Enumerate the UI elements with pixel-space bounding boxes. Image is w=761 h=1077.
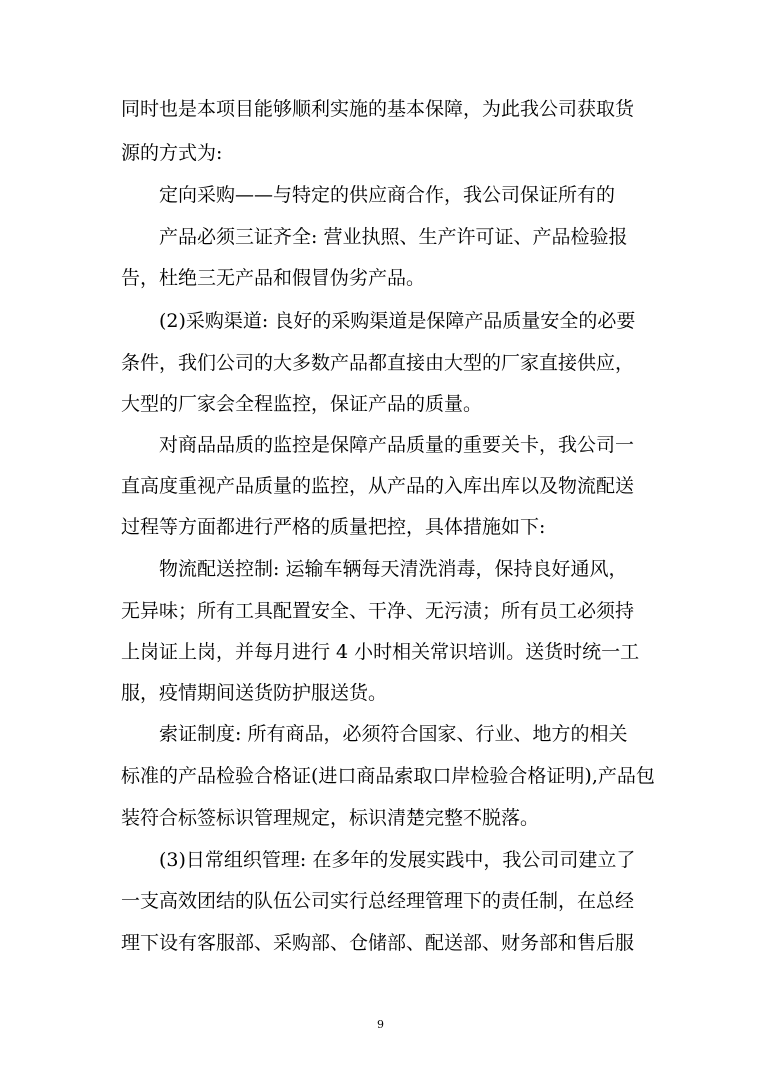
text-line-21: 理下设有客服部、采购部、仓储部、配送部、财务部和售后服 xyxy=(121,932,635,954)
text-line-6: (2)采购渠道: 良好的采购渠道是保障产品质量安全的必要 xyxy=(159,310,636,332)
text-line-19: (3)日常组织管理: 在多年的发展实践中，我公司司建立了 xyxy=(159,849,636,871)
text-line-17: 标准的产品检验合格证(进口商品索取口岸检验合格证明),产品包 xyxy=(121,765,655,787)
text-line-11: 过程等方面都进行严格的质量把控，具体措施如下: xyxy=(121,516,546,538)
page-number: 9 xyxy=(377,1018,384,1031)
text-line-1: 同时也是本项目能够顺利实施的基本保障，为此我公司获取货 xyxy=(121,98,635,120)
text-line-13: 无异味；所有工具配置安全、干净、无污渍；所有员工必须持 xyxy=(121,600,635,622)
text-line-20: 一支高效团结的队伍公司实行总经理管理下的责任制，在总经 xyxy=(121,890,635,912)
text-line-12: 物流配送控制: 运输车辆每天清洗消毒，保持良好通风， xyxy=(159,558,628,580)
text-line-3: 定向采购——与特定的供应商合作，我公司保证所有的 xyxy=(159,184,616,206)
text-line-9: 对商品品质的监控是保障产品质量的重要关卡，我公司一 xyxy=(159,434,635,456)
text-line-18: 装符合标签标识管理规定，标识清楚完整不脱落。 xyxy=(121,807,540,829)
text-line-16: 索证制度: 所有商品，必须符合国家、行业、地方的相关 xyxy=(159,723,628,745)
text-line-4: 产品必须三证齐全: 营业执照、生产许可证、产品检验报 xyxy=(159,226,628,248)
text-line-14: 上岗证上岗，并每月进行 4 小时相关常识培训。送货时统一工 xyxy=(121,641,640,663)
text-line-5: 告，杜绝三无产品和假冒伪劣产品。 xyxy=(121,267,426,289)
text-line-8: 大型的厂家会全程监控，保证产品的质量。 xyxy=(121,393,483,415)
text-line-15: 服，疫情期间送货防护服送货。 xyxy=(121,682,388,704)
text-line-2: 源的方式为: xyxy=(121,142,223,164)
text-line-10: 直高度重视产品质量的监控，从产品的入库出库以及物流配送 xyxy=(121,475,635,497)
text-line-7: 条件，我们公司的大多数产品都直接由大型的厂家直接供应， xyxy=(121,352,635,374)
